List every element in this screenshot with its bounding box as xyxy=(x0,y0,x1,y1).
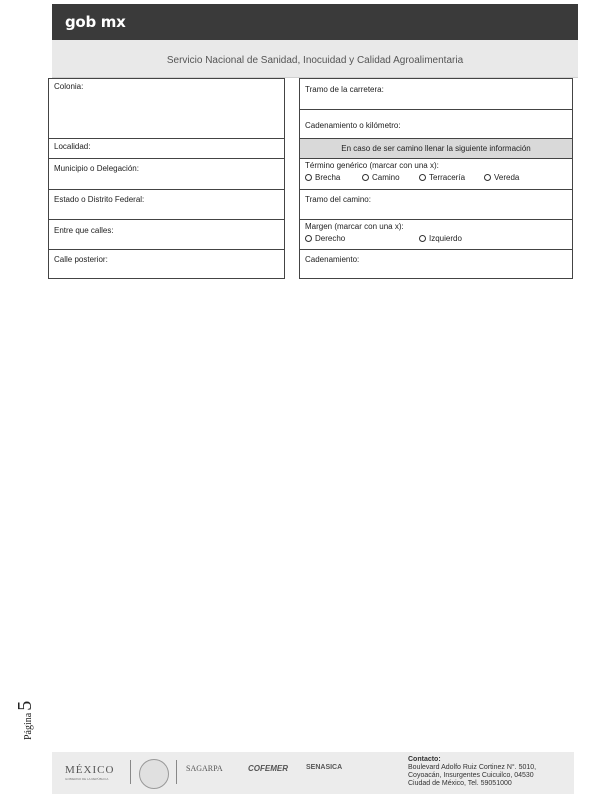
national-seal-icon xyxy=(139,759,169,789)
estado-label: Estado o Distrito Federal: xyxy=(54,195,145,204)
contact-line: Coyoacán, Insurgentes Cuicuilco, 04530 xyxy=(408,772,534,779)
municipio-label: Municipio o Delegación: xyxy=(54,164,139,173)
radio-izquierdo[interactable] xyxy=(419,234,462,243)
mexico-logo-subtitle: GOBIERNO DE LA REPÚBLICA xyxy=(65,777,109,781)
municipio-field[interactable] xyxy=(49,159,284,190)
cadenamiento-km-label: Cadenamiento o kilómetro: xyxy=(305,121,401,130)
entre-calles-field[interactable] xyxy=(49,220,284,250)
radio-derecho-label: Derecho xyxy=(315,234,346,243)
cofemer-logo: COFEMER xyxy=(248,764,288,773)
radio-circle-icon xyxy=(305,174,312,181)
localidad-label: Localidad: xyxy=(54,142,91,151)
radio-terraceria[interactable] xyxy=(419,173,465,182)
radio-izquierdo-label: Izquierdo xyxy=(429,234,462,243)
colonia-field[interactable] xyxy=(49,79,284,139)
estado-field[interactable] xyxy=(49,190,284,220)
senasica-logo: SENASICA xyxy=(306,764,343,771)
mexico-logo: MÉXICO xyxy=(65,764,115,776)
radio-vereda-label: Vereda xyxy=(494,173,520,182)
agency-name: Servicio Nacional de Sanidad, Inocuidad y Calidad Agroalimentaria xyxy=(166,55,464,66)
footer-bar xyxy=(52,752,574,794)
tramo-carretera-label: Tramo de la carretera: xyxy=(305,85,384,94)
radio-derecho[interactable] xyxy=(305,234,345,243)
tramo-carretera-field[interactable] xyxy=(300,79,572,110)
contact-line: Ciudad de México, Tel. 59051000 xyxy=(408,780,512,787)
header-bar xyxy=(52,4,578,40)
calle-posterior-field[interactable] xyxy=(49,250,284,280)
contact-title: Contacto: xyxy=(408,756,441,763)
radio-terraceria-label: Terracería xyxy=(429,173,466,182)
cadenamiento-km-field[interactable] xyxy=(300,110,572,139)
agency-bar xyxy=(52,40,578,78)
radio-camino[interactable] xyxy=(362,173,400,182)
termino-label: Término genérico (marcar con una x): xyxy=(305,161,439,170)
radio-circle-icon xyxy=(484,174,491,181)
contact-block xyxy=(408,756,536,788)
termino-options xyxy=(305,173,567,185)
divider xyxy=(176,760,177,784)
radio-circle-icon xyxy=(419,174,426,181)
entre-calles-label: Entre que calles: xyxy=(54,226,114,235)
camino-note xyxy=(300,139,572,159)
radio-camino-label: Camino xyxy=(372,173,400,182)
tramo-camino-label: Tramo del camino: xyxy=(305,195,371,204)
radio-vereda[interactable] xyxy=(484,173,519,182)
radio-brecha-label: Brecha xyxy=(315,173,341,182)
camino-note-text: En caso de ser camino llenar la siguiente información xyxy=(341,144,531,153)
page-number xyxy=(14,690,50,740)
radio-circle-icon xyxy=(305,235,312,242)
cadenamiento-field[interactable] xyxy=(300,250,572,280)
colonia-label: Colonia: xyxy=(54,82,84,91)
radio-circle-icon xyxy=(419,235,426,242)
tramo-camino-field[interactable] xyxy=(300,190,572,220)
page-digit: 5 xyxy=(14,700,36,711)
address-form-left xyxy=(48,78,285,279)
calle-posterior-label: Calle posterior: xyxy=(54,255,108,264)
localidad-field[interactable] xyxy=(49,139,284,159)
sagarpa-logo: SAGARPA xyxy=(186,764,223,773)
margen-field xyxy=(300,220,572,250)
termino-generico-field xyxy=(300,159,572,190)
cadenamiento-label: Cadenamiento: xyxy=(305,255,360,264)
road-form-right xyxy=(299,78,573,279)
margen-options xyxy=(305,234,567,246)
contact-line: Boulevard Adolfo Ruiz Cortinez N°. 5010, xyxy=(408,764,537,771)
margen-label: Margen (marcar con una x): xyxy=(305,222,404,231)
page-word: Página xyxy=(23,712,34,740)
gobmx-logo: gob mx xyxy=(65,13,126,31)
radio-circle-icon xyxy=(362,174,369,181)
radio-brecha[interactable] xyxy=(305,173,340,182)
divider xyxy=(130,760,131,784)
